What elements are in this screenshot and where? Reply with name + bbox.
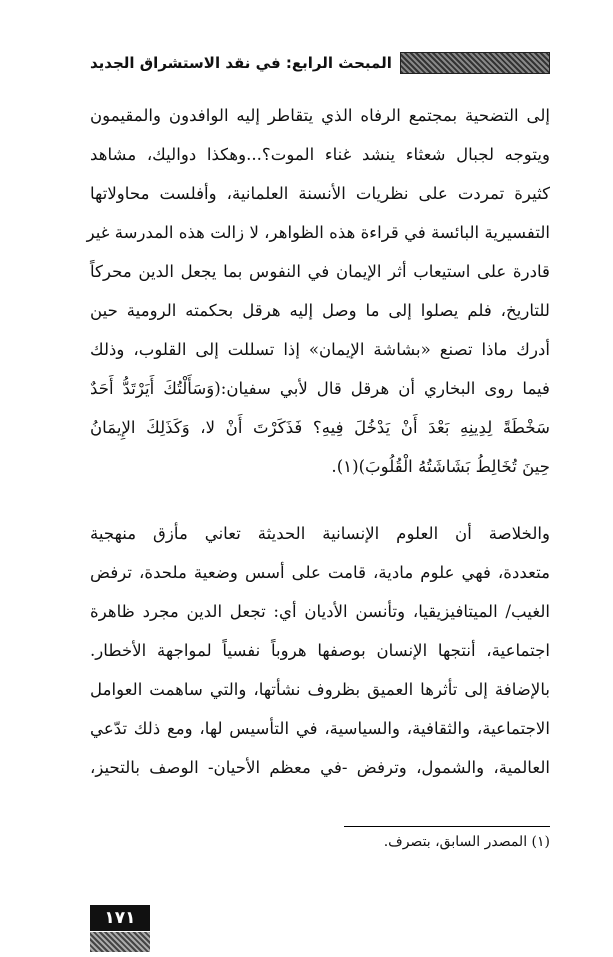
text-line: والخلاصة أن العلوم الإنسانية الحديثة تعاني مأزق منهجية	[90, 524, 550, 543]
text-line: حِينَ تُخَالِطُ بَشَاشَتُهُ الْقُلُوبَ)(١).	[331, 457, 550, 476]
text-line: أدرك ماذا تصنع «بشاشة الإيمان» إذا تسللت إلى القلوب، وذلك	[90, 340, 550, 359]
paragraph-2	[90, 514, 550, 787]
text-line: اجتماعية، أنتجها الإنسان بوصفها هروباً نفسياً لمواجهة الأخطار.	[90, 641, 550, 660]
text-line: الغيب/ الميتافيزيقيا، وتأنسن الأديان أي: تجعل الدين مجرد ظاهرة	[90, 602, 550, 621]
text-line: متعددة، فهي علوم مادية، قامت على أسس وضعية ملحدة، ترفض	[90, 563, 550, 582]
text-line: قادرة على استيعاب أثر الإيمان في النفوس بما يجعل الدين محركاً	[90, 262, 550, 281]
paragraph-1	[86, 96, 550, 486]
text-line: فيما روى البخاري أن هرقل قال لأبي سفيان:(وَسَأَلْتُكَ أَيَرْتَدُّ أَحَدٌ	[90, 379, 550, 398]
footnote: (١) المصدر السابق، بتصرف.	[383, 834, 550, 850]
text-line: كثيرة تمردت على نظريات الأنسنة العلمانية، وأفلست محاولاتها	[90, 184, 550, 203]
text-line: ويتوجه لجبال شعثاء ينشد غناء الموت؟...وهكذا دواليك، مشاهد	[90, 145, 550, 164]
header-decorative-bar	[400, 52, 550, 74]
text-line: للتاريخ، فلم يصلوا إلى ما وصل إليه هرقل بحكمته الرومية حين	[90, 301, 550, 320]
page-number: ١٧١	[90, 905, 150, 931]
page-number-decoration	[90, 932, 150, 952]
running-header	[90, 50, 550, 76]
footnote-divider	[344, 826, 550, 827]
text-line: العالمية، والشمول، وترفض -في معظم الأحيان- الوصف بالتحيز،	[90, 758, 550, 777]
text-line: التفسيرية البائسة في قراءة هذه الظواهر، لا زالت هذه المدرسة غير	[86, 223, 550, 242]
text-line: الاجتماعية، والثقافية، والسياسية، في التأسيس لها، ومع ذلك تدّعي	[90, 719, 550, 738]
text-line: بالإضافة إلى تأثرها العميق بظروف نشأتها، والتي ساهمت العوامل	[90, 680, 550, 699]
text-line: سَخْطَةً لِدِينِهِ بَعْدَ أَنْ يَدْخُلَ فِيهِ؟ فَذَكَرْتَ أَنْ لا، وَكَذَلِكَ الإِيمَانُ	[90, 418, 550, 437]
text-line: إلى التضحية بمجتمع الرفاه الذي يتقاطر إليه الوافدون والمقيمون	[90, 106, 550, 125]
header-title: المبحث الرابع: في نقد الاستشراق الجديد	[90, 54, 392, 72]
